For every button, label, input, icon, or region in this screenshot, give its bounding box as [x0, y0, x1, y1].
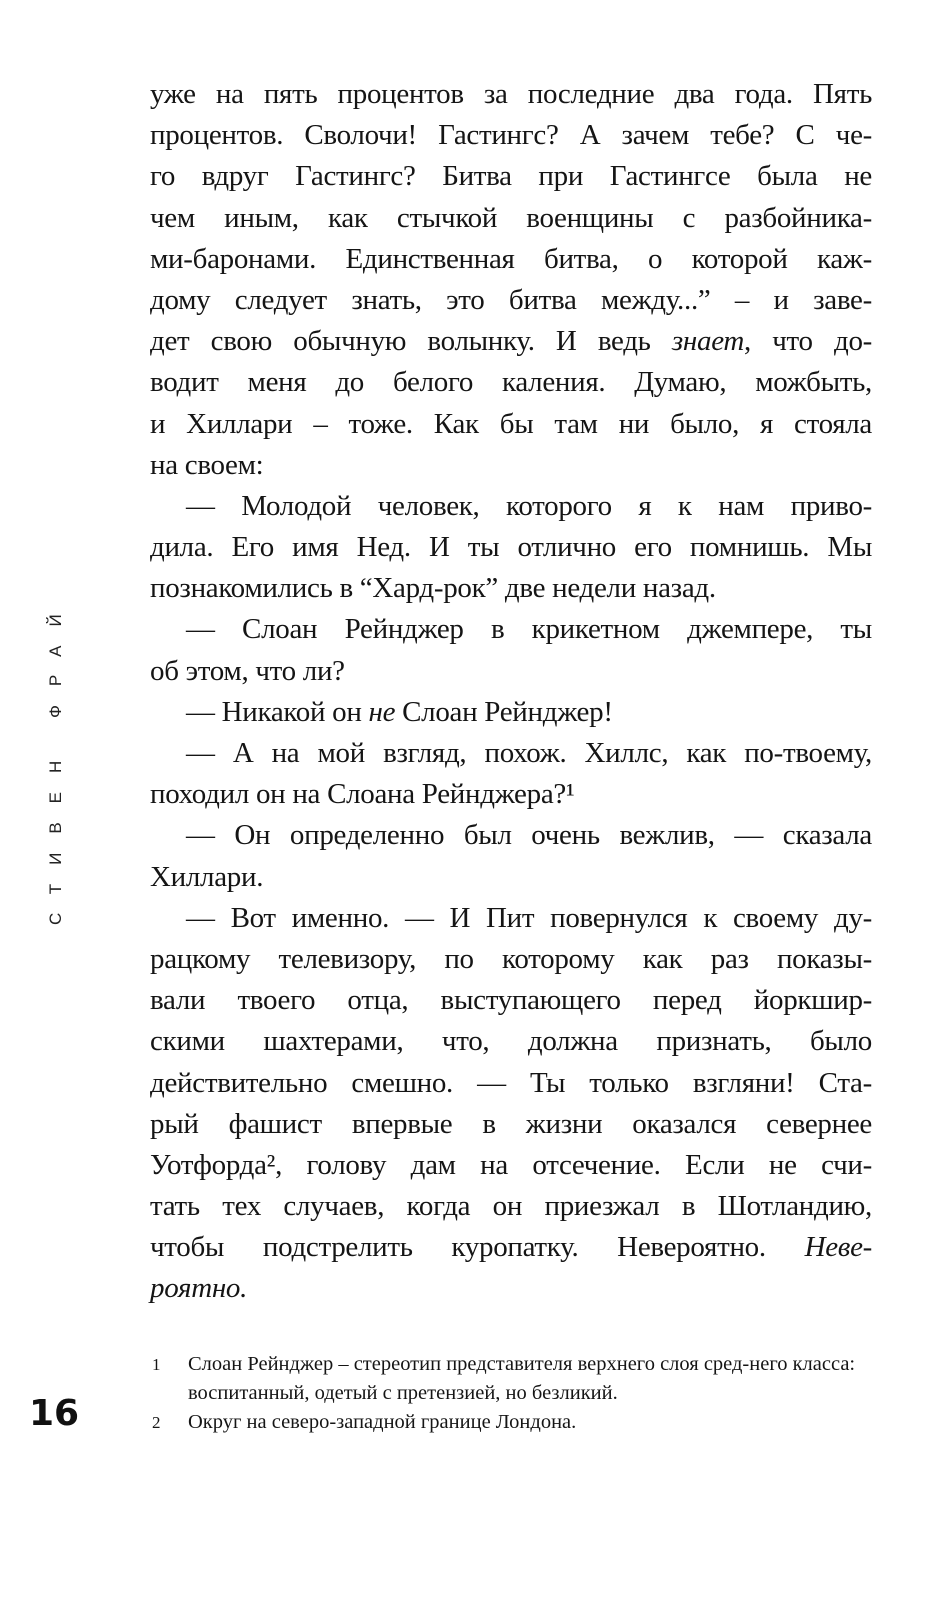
- text-run: познакомились в “Хард-рок” две недели назад.: [150, 572, 716, 605]
- running-head-author: СТИВЕН ФРАЙ: [46, 595, 65, 925]
- italic-text: не: [368, 695, 396, 728]
- text-line: [150, 609, 872, 650]
- text-line: [150, 1268, 872, 1309]
- text-line: [150, 733, 872, 774]
- text-run: — Он определенно был очень вежлив, — сказала: [186, 819, 872, 852]
- footnote-number: 2: [152, 1413, 161, 1432]
- text-line: [150, 980, 872, 1021]
- text-run: рацкому телевизору, по которому как раз показы-: [150, 942, 872, 975]
- text-line: [150, 486, 872, 527]
- text-run: — Слоан Рейнджер в крикетном джемпере, ты: [186, 613, 872, 646]
- text-line: [150, 115, 872, 156]
- text-run: ми-баронами. Единственная битва, о которой каж-: [150, 242, 872, 275]
- footnote-text: Округ на северо-западной границе Лондона.: [188, 1411, 577, 1433]
- text-line: [150, 692, 872, 733]
- text-line: [150, 857, 872, 898]
- text-run: — Вот именно. — И Пит повернулся к своему ду-: [186, 901, 872, 934]
- footnotes: [152, 1350, 882, 1437]
- text-line: [150, 1186, 872, 1227]
- italic-text: Неве-: [804, 1231, 872, 1264]
- text-run: , что до-: [744, 325, 872, 358]
- text-run: чтобы подстрелить куропатку. Невероятно.: [150, 1231, 805, 1264]
- text-run: об этом, что ли?: [150, 654, 345, 687]
- text-line: [150, 568, 872, 609]
- italic-text: знает: [671, 325, 745, 358]
- italic-text: роятно.: [150, 1272, 248, 1305]
- text-run: Уотфорда², голову дам на отсечение. Если не счи-: [150, 1148, 872, 1181]
- footnote: [152, 1408, 882, 1437]
- text-run: действительно смешно. — Ты только взгляни! Ста-: [150, 1066, 872, 1099]
- footnote-text: Слоан Рейнджер – стереотип представителя верхнего слоя сред-него класса: воспитанный, одетый с претензией, но безликий.: [188, 1353, 856, 1404]
- text-line: [150, 74, 872, 115]
- text-run: чем иным, как стычкой военщины с разбойника-: [150, 201, 872, 234]
- text-line: [150, 651, 872, 692]
- page-number: 16: [29, 1393, 80, 1434]
- text-run: водит меня до белого каления. Думаю, можбыть,: [150, 366, 872, 399]
- text-line: [150, 939, 872, 980]
- text-run: скими шахтерами, что, должна признать, было: [150, 1025, 872, 1058]
- text-run: процентов. Сволочи! Гастингс? А зачем тебе? С че-: [150, 119, 872, 152]
- text-line: [150, 1063, 872, 1104]
- text-run: дет свою обычную волынку. И ведь: [150, 325, 672, 358]
- text-line: [150, 774, 872, 815]
- text-line: [150, 1021, 872, 1062]
- text-run: дому следует знать, это битва между...” – и заве-: [150, 283, 872, 316]
- text-run: — Молодой человек, которого я к нам приво-: [186, 489, 872, 522]
- text-run: и Хиллари – тоже. Как бы там ни было, я стояла: [150, 407, 872, 440]
- body-text: [150, 74, 872, 1310]
- text-run: вали твоего отца, выступающего перед йоркшир-: [150, 984, 872, 1017]
- text-run: тать тех случаев, когда он приезжал в Шотландию,: [150, 1190, 872, 1223]
- text-run: уже на пять процентов за последние два года. Пять: [150, 78, 872, 110]
- text-line: [150, 404, 872, 445]
- text-run: дила. Его имя Нед. И ты отлично его помнишь. Мы: [150, 531, 872, 564]
- text-run: го вдруг Гастингс? Битва при Гастингсе была не: [150, 160, 872, 193]
- text-line: [150, 1104, 872, 1145]
- text-line: [150, 280, 872, 321]
- text-run: — А на мой взгляд, похож. Хиллс, как по-твоему,: [186, 737, 872, 769]
- text-run: на своем:: [150, 448, 264, 481]
- text-line: [150, 198, 872, 239]
- text-line: [150, 898, 872, 939]
- text-run: — Никакой он: [186, 695, 369, 728]
- text-line: [150, 321, 872, 362]
- text-run: Слоан Рейнджер!: [395, 695, 613, 728]
- text-line: [150, 1227, 872, 1268]
- text-line: [150, 362, 872, 403]
- text-line: [150, 815, 872, 856]
- text-run: походил он на Слоана Рейнджера?¹: [150, 778, 575, 811]
- text-run: рый фашист впервые в жизни оказался севернее: [150, 1107, 872, 1140]
- footnote-number: 1: [152, 1355, 161, 1374]
- text-line: [150, 239, 872, 280]
- text-line: [150, 445, 872, 486]
- text-run: Хиллари.: [150, 860, 264, 893]
- text-line: [150, 1145, 872, 1186]
- text-line: [150, 527, 872, 568]
- text-line: [150, 156, 872, 197]
- footnote: [152, 1350, 882, 1408]
